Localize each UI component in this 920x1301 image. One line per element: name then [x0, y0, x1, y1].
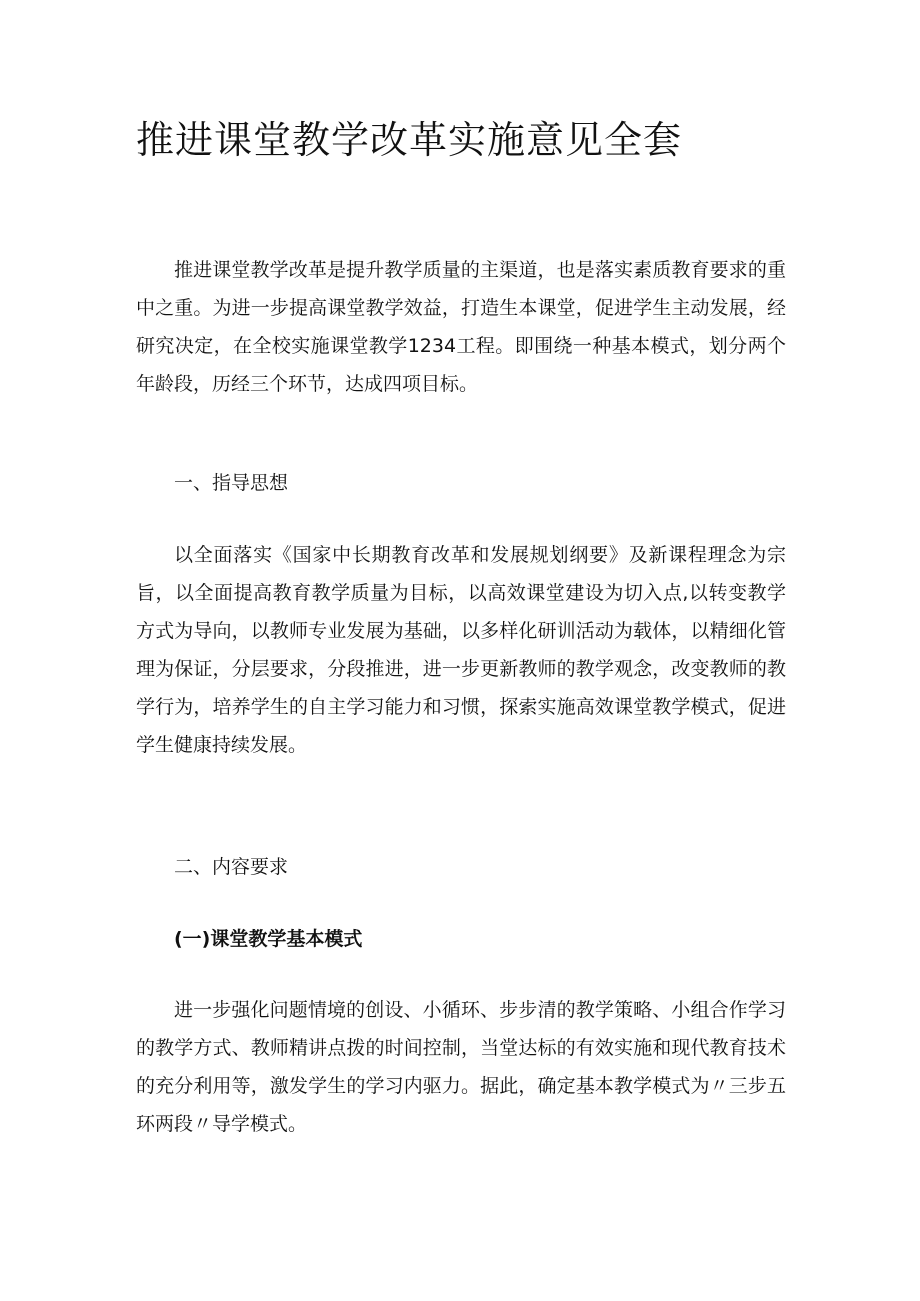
- subsection-heading-basic-mode: (一)课堂教学基本模式: [174, 928, 363, 950]
- section-heading-content-requirements: 二、内容要求: [174, 856, 289, 878]
- guiding-ideology-paragraph: 以全面落实《国家中长期教育改革和发展规划纲要》及新课程理念为宗旨，以全面提高教育教学质量为目标，以高效课堂建设为切入点,以转变教学方式为导向，以教师专业发展为基础，以多样化研训活动为载体，以精细化管理为保证，分层要求，分段推进，进一步更新教师的教学观念，改变教师的教学行为，培养学生的自主学习能力和习惯，探索实施高效课堂教学模式，促进学生健康持续发展。: [136, 544, 786, 756]
- section-heading-guiding-ideology: 一、指导思想: [174, 472, 289, 494]
- intro-paragraph: 推进课堂教学改革是提升教学质量的主渠道，也是落实素质教育要求的重中之重。为进一步提高课堂教学效益，打造生本课堂，促进学生主动发展，经研究决定，在全校实施课堂教学1234工程。即围绕一种基本模式，划分两个年龄段，历经三个环节，达成四项目标。: [136, 259, 786, 395]
- document-title: 推进课堂教学改革实施意见全套: [136, 118, 683, 162]
- basic-mode-paragraph: 进一步强化问题情境的创设、小循环、步步清的教学策略、小组合作学习的教学方式、教师精讲点拨的时间控制，当堂达标的有效实施和现代教育技术的充分利用等，激发学生的学习内驱力。据此，确定基本教学模式为〃三步五环两段〃导学模式。: [136, 999, 786, 1135]
